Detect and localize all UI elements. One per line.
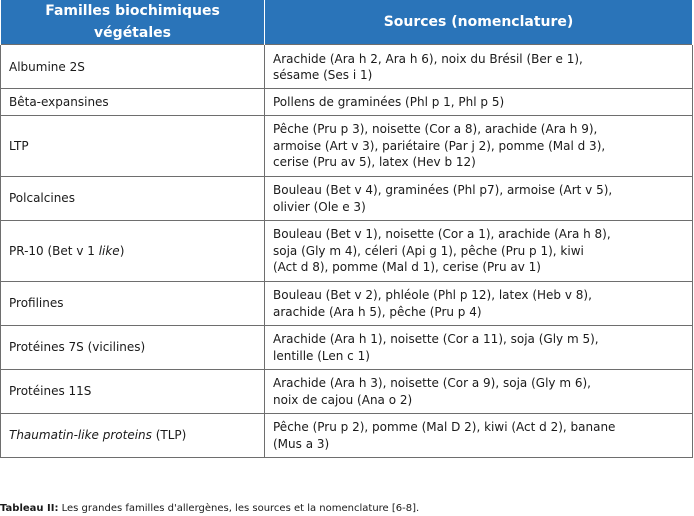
sources-cell [265, 369, 693, 413]
family-name [9, 428, 186, 442]
table-row [1, 45, 693, 89]
sources-line: Arachide (Ara h 2, Ara h 6), noix du Brésil (Ber e 1), [273, 51, 583, 66]
sources-cell [265, 89, 693, 116]
family-name-part: PR-10 (Bet v 1 [9, 243, 99, 258]
sources-line: Pêche (Pru p 3), noisette (Cor a 8), arachide (Ara h 9), [273, 122, 598, 137]
sources-line: olivier (Ole e 3) [273, 199, 366, 214]
table-row [1, 413, 693, 457]
caption-text: Les grandes familles d'allergènes, les sources et la nomenclature [6-8]. [58, 503, 420, 514]
sources-cell [265, 325, 693, 369]
family-name-part: ) [119, 243, 125, 258]
family-cell [1, 325, 265, 369]
sources-line: Bouleau (Bet v 2), phléole (Phl p 12), latex (Heb v 8), [273, 288, 592, 302]
table-row [1, 115, 693, 176]
family-cell [1, 45, 265, 89]
sources-line: (Mus a 3) [273, 436, 330, 451]
sources-cell [265, 220, 693, 281]
table-row [1, 220, 693, 281]
sources-line: (Act d 8), pomme (Mal d 1), cerise (Pru av 1) [273, 260, 541, 275]
table-row [1, 369, 693, 413]
family-cell [1, 89, 265, 116]
sources-cell [265, 115, 693, 176]
family-cell [1, 369, 265, 413]
table-row [1, 89, 693, 116]
sources-line: cerise (Pru av 5), latex (Hev b 12) [273, 155, 476, 170]
sources-line: Arachide (Ara h 1), noisette (Cor a 11), soja (Gly m 5), [273, 332, 599, 346]
family-name: LTP [9, 138, 29, 153]
sources-line: noix de cajou (Ana o 2) [273, 392, 413, 407]
sources-line: Bouleau (Bet v 1), noisette (Cor a 1), arachide (Ara h 8), [273, 227, 611, 242]
sources-cell [265, 176, 693, 220]
family-name-italic: like [98, 243, 120, 258]
family-cell [1, 413, 265, 457]
header-sources: Sources (nomenclature) [265, 0, 693, 45]
table-row [1, 281, 693, 325]
caption-label: Tableau II: [0, 503, 59, 514]
sources-cell [265, 281, 693, 325]
sources-line: soja (Gly m 4), céleri (Api g 1), pêche (Pru p 1), kiwi [273, 243, 584, 258]
header-families: Familles biochimiques végétales [1, 0, 265, 45]
sources-line: armoise (Art v 3), pariétaire (Par j 2), pomme (Mal d 3), [273, 138, 606, 153]
family-name: Polcalcines [9, 191, 75, 206]
family-name: Profilines [9, 296, 64, 311]
family-name: Bêta-expansines [9, 95, 109, 109]
sources-line: Pêche (Pru p 2), pomme (Mal D 2), kiwi (Act d 2), banane [273, 420, 616, 434]
sources-line: lentille (Len c 1) [273, 348, 370, 363]
sources-line: Pollens de graminées (Phl p 1, Phl p 5) [273, 95, 505, 109]
table-row [1, 325, 693, 369]
family-name: Albumine 2S [9, 59, 85, 74]
family-name [9, 244, 124, 258]
sources-line: sésame (Ses i 1) [273, 68, 373, 82]
sources-line: Bouleau (Bet v 4), graminées (Phl p7), armoise (Art v 5), [273, 183, 613, 197]
sources-line: arachide (Ara h 5), pêche (Pru p 4) [273, 304, 482, 319]
family-cell [1, 176, 265, 220]
family-name-part: (TLP) [151, 428, 187, 443]
family-name: Protéines 11S [9, 384, 92, 399]
table-caption [0, 503, 419, 514]
sources-cell [265, 413, 693, 457]
family-cell [1, 115, 265, 176]
family-name-italic: Thaumatin-like proteins [9, 428, 152, 443]
family-cell [1, 220, 265, 281]
table-row [1, 176, 693, 220]
family-name: Protéines 7S (vicilines) [9, 340, 146, 355]
sources-line: Arachide (Ara h 3), noisette (Cor a 9), soja (Gly m 6), [273, 376, 591, 390]
family-cell [1, 281, 265, 325]
table-header-row [1, 0, 693, 45]
sources-cell [265, 45, 693, 89]
